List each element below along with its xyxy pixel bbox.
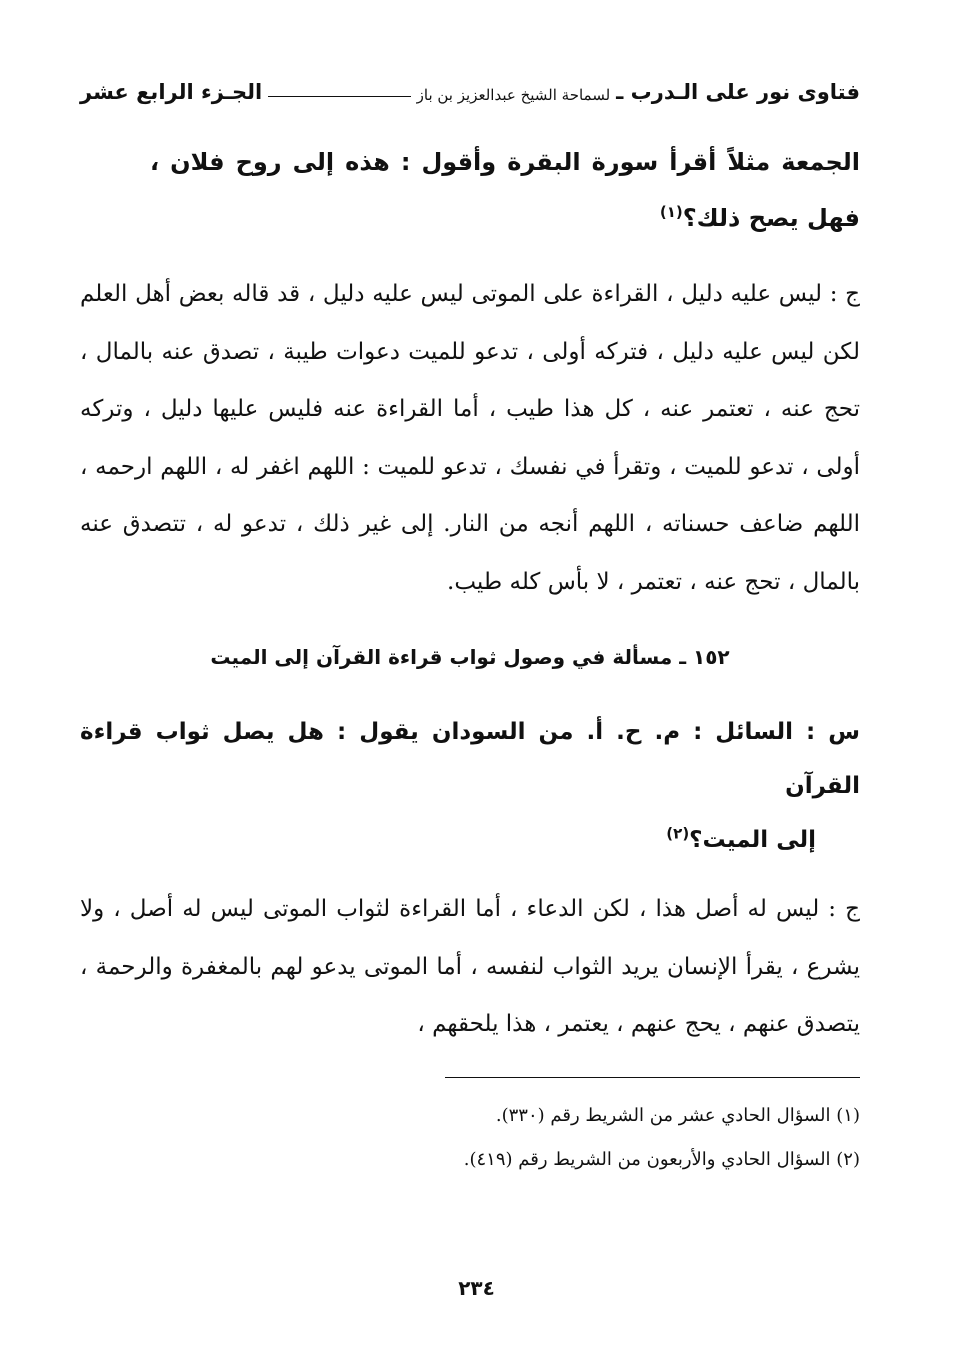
answer-paragraph-1: ج : ليس عليه دليل ، القراءة على الموتى ليس عليه دليل ، قد قاله بعض أهل العلم لكن ليس عليه دليل ، فتركه أولى ، تدعو للميت دعوات طيبة ، تصدق عنه بالمال ، تحج عنه ، تعتمر عنه ، كل هذا طيب ، أما القراءة عنه فليس عليها دليل ، وتركه أولى ، تدعو للميت ، وتقرأ في نفسك ، تدعو للميت : اللهم اغفر له ، اللهم ارحمه ، اللهم ضاعف حسناته ، اللهم أنجه من النار. إلى غير ذلك ، تدعو له ، تتصدق عنه بالمال ، تحج عنه ، تعتمر ، لا بأس كله طيب. — [80, 281, 860, 595]
book-title: فتاوى نور على الـدرب ـ — [616, 80, 860, 104]
footnotes — [80, 1094, 860, 1182]
question-line-2: إلى الميت؟ — [689, 827, 816, 853]
footnote-ref-1[interactable]: (١) — [659, 203, 683, 221]
question-paragraph-2 — [80, 705, 860, 867]
author-name: لسماحة الشيخ عبدالعزيز بن باز — [416, 86, 611, 104]
section-title: ١٥٢ ـ مسألة في وصول ثواب قراءة القرآن إلى الميت — [210, 645, 730, 669]
footnote-2: (٢) السؤال الحادي والأربعون من الشريط رقم (٤١٩). — [463, 1148, 860, 1170]
question-line-2-wrap — [80, 813, 860, 867]
volume-label: الجـزء الرابع عشر — [80, 80, 263, 104]
footnote-ref-2[interactable]: (٢) — [666, 824, 690, 843]
footnote-divider — [445, 1077, 860, 1078]
header-rule — [268, 96, 410, 97]
question-continuation-text: الجمعة مثلاً أقرأ سورة البقرة وأقول : هذه إلى روح فلان ، فهل يصح ذلك؟ — [150, 148, 860, 232]
book-page — [80, 70, 860, 1182]
footnote-1: (١) السؤال الحادي عشر من الشريط رقم (٣٣٠). — [495, 1104, 860, 1126]
question-line-1: س : السائل : م. ح. أ. من السودان يقول : هل يصل ثواب قراءة القرآن — [80, 719, 860, 799]
page-number: ٢٣٤ — [458, 1276, 495, 1300]
running-header — [80, 70, 860, 104]
answer-paragraph-2: ج : ليس له أصل هذا ، لكن الدعاء ، أما القراءة لثواب الموتى ليس له أصل ، ولا يشرع ، يقرأ الإنسان يريد الثواب لنفسه ، أما الموتى يدعو لهم بالمغفرة والرحمة ، يتصدق عنهم ، يحج عنهم ، يعتمر ، هذا يلحقهم ، — [80, 896, 860, 1037]
question-continuation — [80, 134, 860, 246]
